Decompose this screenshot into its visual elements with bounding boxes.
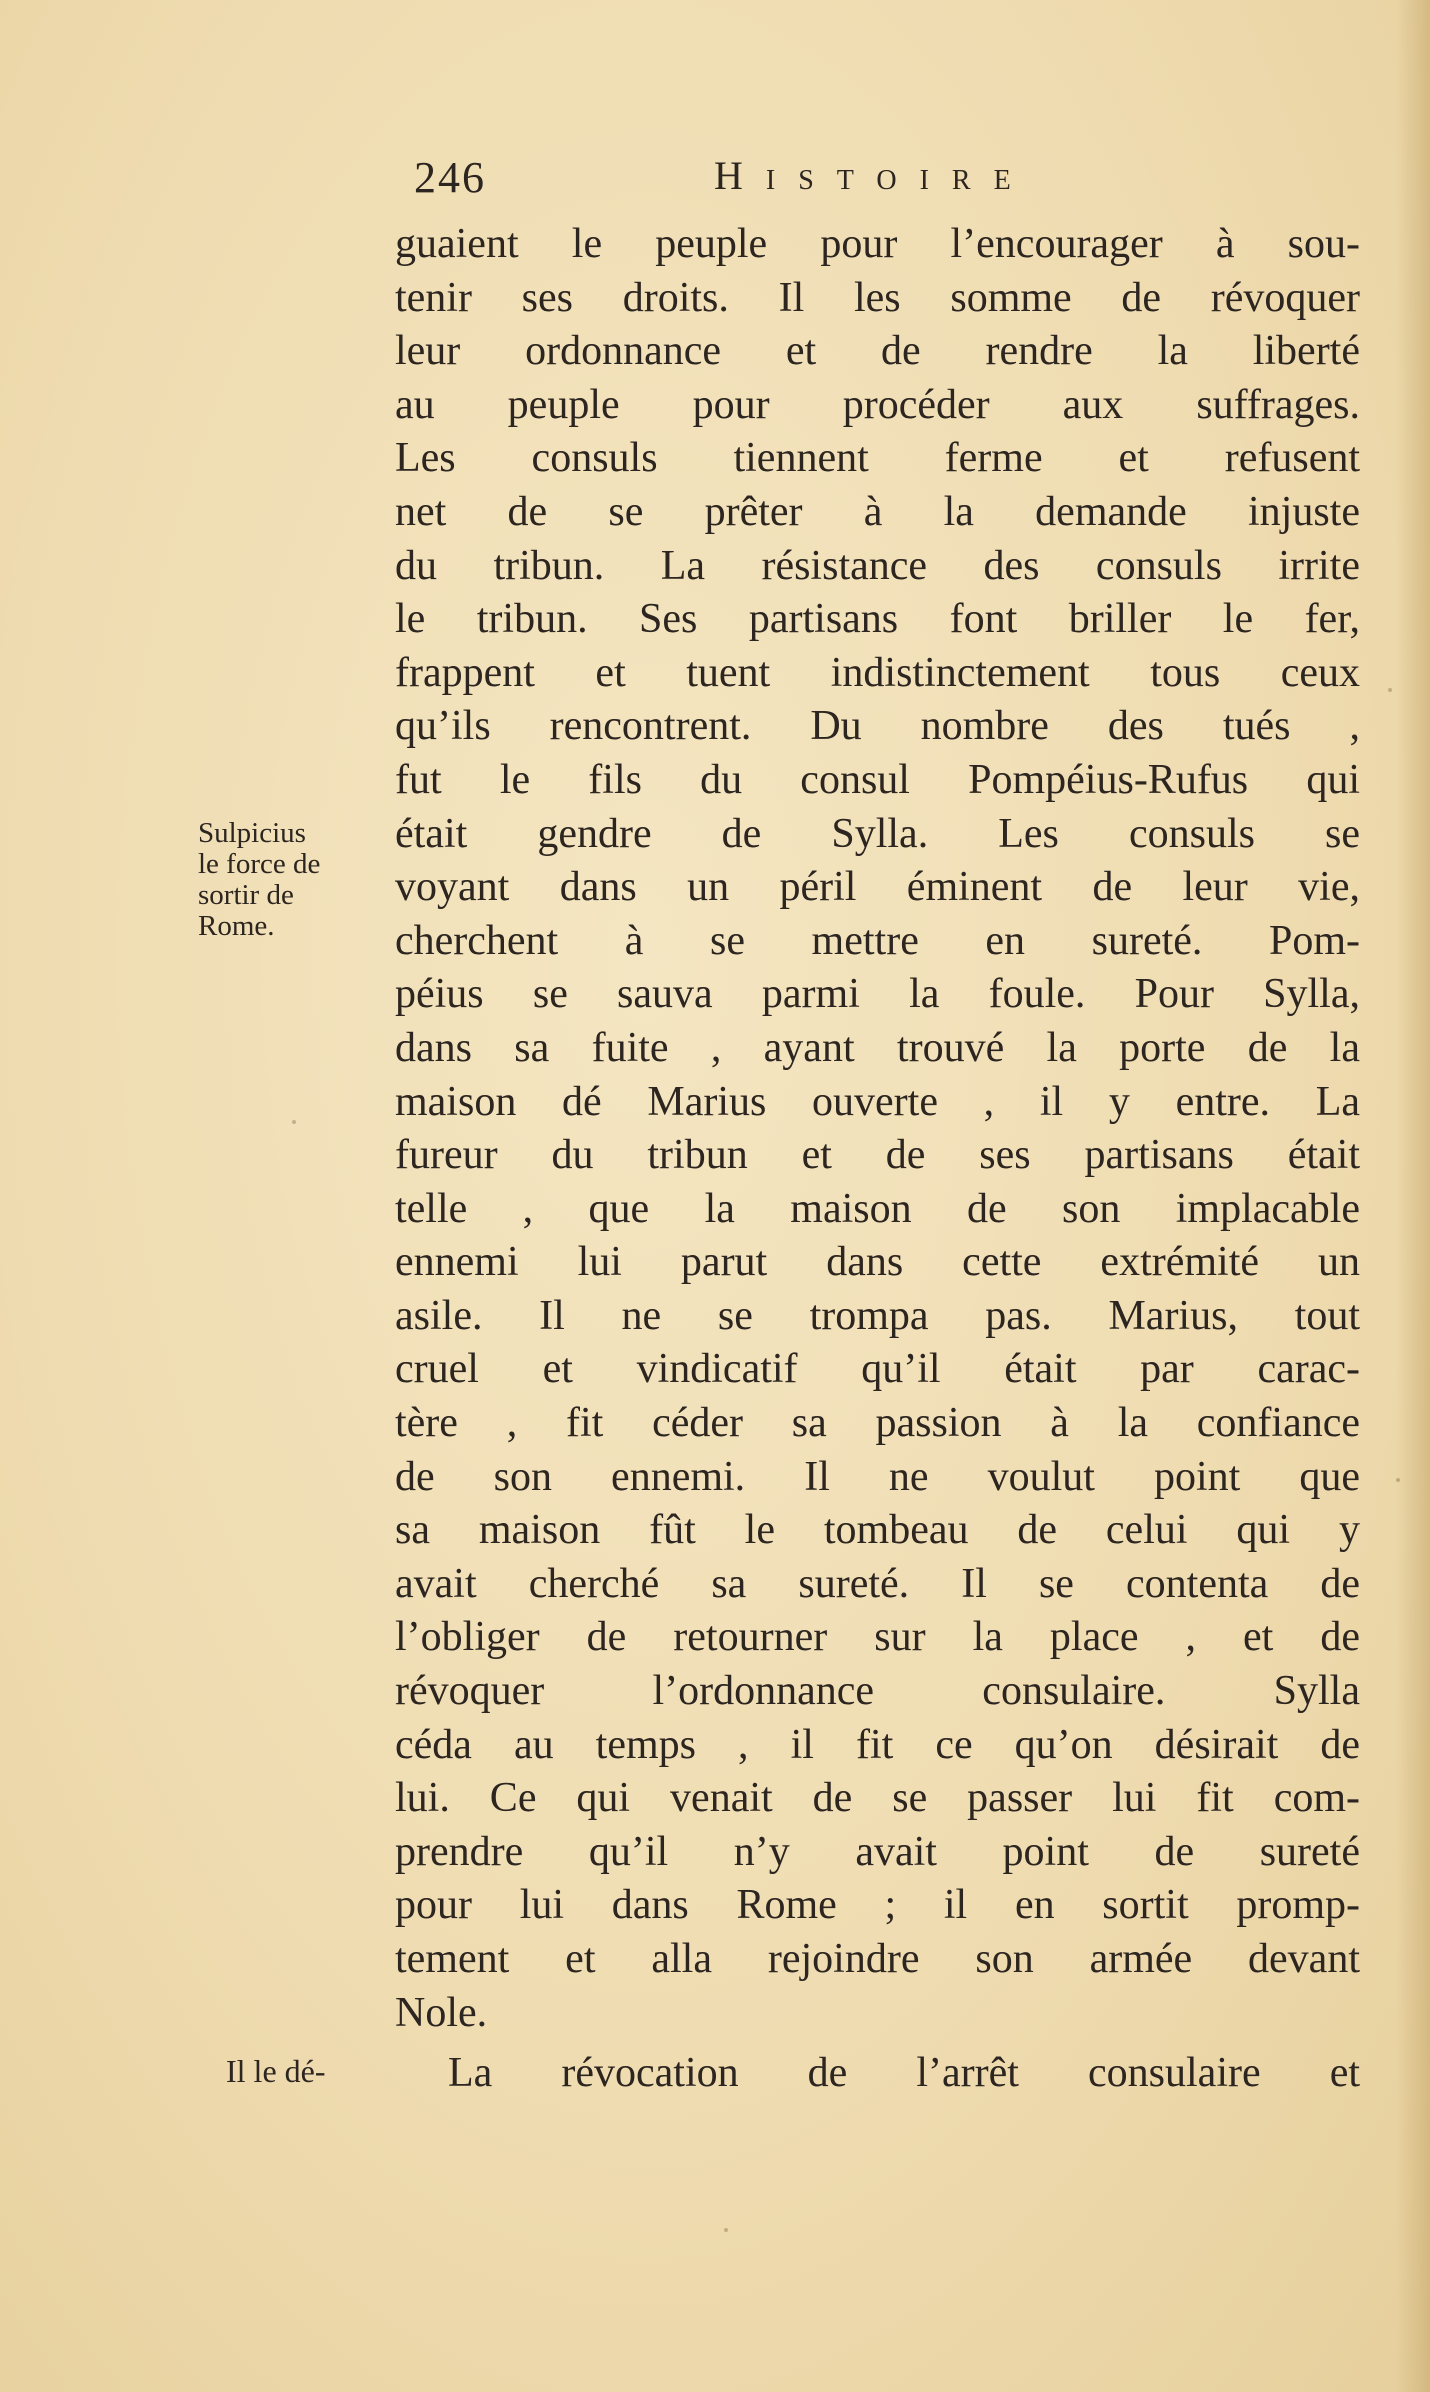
text-line: cruel et vindicatif qu’il était par carac- [395,1346,1360,1393]
text-line: au peuple pour procéder aux suffrages. [395,381,1360,428]
text-line: ennemi lui parut dans cette extrémité un [395,1239,1360,1286]
text-line: frappent et tuent indistinctement tous ceux [395,649,1360,696]
body-text [395,218,1360,2040]
final-text-line: La révocation de l’arrêt consulaire et [448,2050,1360,2096]
paper-speck [724,2228,728,2232]
margin-note [198,818,398,942]
text-line: sa maison fût le tombeau de celui qui y [395,1507,1360,1554]
text-line: de son ennemi. Il ne voulut point que [395,1453,1360,1500]
text-line: telle , que la maison de son implacable [395,1185,1360,1232]
text-line: leur ordonnance et de rendre la liberté [395,328,1360,375]
text-line: fureur du tribun et de ses partisans était [395,1132,1360,1179]
text-line: du tribun. La résistance des consuls irrite [395,542,1360,589]
page-number: 246 [414,153,486,202]
text-line: asile. Il ne se trompa pas. Marius, tout [395,1292,1360,1339]
text-line: révoquer l’ordonnance consulaire. Sylla [395,1668,1360,1715]
margin-note-line: sortir de [198,879,294,911]
text-line: pour lui dans Rome ; il en sortit promp- [395,1882,1360,1929]
text-line: voyant dans un péril éminent de leur vie, [395,864,1360,911]
margin-note-line: Rome. [198,910,275,942]
text-line: cherchent à se mettre en sureté. Pom- [395,917,1360,964]
running-head: Histoire [714,153,1034,198]
text-line: fut le fils du consul Pompéius-Rufus qui [395,756,1360,803]
text-line: céda au temps , il fit ce qu’on désirait de [395,1721,1360,1768]
text-line: l’obliger de retourner sur la place , et de [395,1614,1360,1661]
text-line: tement et alla rejoindre son armée devant [395,1936,1360,1982]
page-edge-shadow [1396,0,1430,2392]
text-line: péius se sauva parmi la foule. Pour Sylla, [395,971,1360,1018]
text-line: guaient le peuple pour l’encourager à sou- [395,221,1360,267]
paper-speck [1396,1478,1400,1482]
text-line: maison dé Marius ouverte , il y entre. La [395,1078,1360,1125]
text-line: dans sa fuite , ayant trouvé la porte de la [395,1024,1360,1071]
paper-speck [292,1120,296,1124]
margin-note-continuation: Il le dé- [226,2053,326,2089]
page-header [414,152,1194,212]
text-line: était gendre de Sylla. Les consuls se [395,810,1360,857]
text-line: prendre qu’il n’y avait point de sureté [395,1828,1360,1875]
paper-speck [1388,688,1392,692]
text-line: lui. Ce qui venait de se passer lui fit com- [395,1775,1360,1822]
margin-note-line: le force de [198,848,321,880]
text-line: qu’ils rencontrent. Du nombre des tués , [395,703,1360,750]
text-line: tenir ses droits. Il les somme de révoquer [395,274,1360,321]
text-line: tère , fit céder sa passion à la confiance [395,1400,1360,1447]
text-line: net de se prêter à la demande injuste [395,488,1360,535]
margin-note-line: Sulpicius [198,817,306,849]
text-line: le tribun. Ses partisans font briller le fer, [395,596,1360,643]
text-line: avait cherché sa sureté. Il se contenta de [395,1560,1360,1607]
text-line: Nole. [395,1989,488,2036]
text-line: Les consuls tiennent ferme et refusent [395,435,1360,482]
